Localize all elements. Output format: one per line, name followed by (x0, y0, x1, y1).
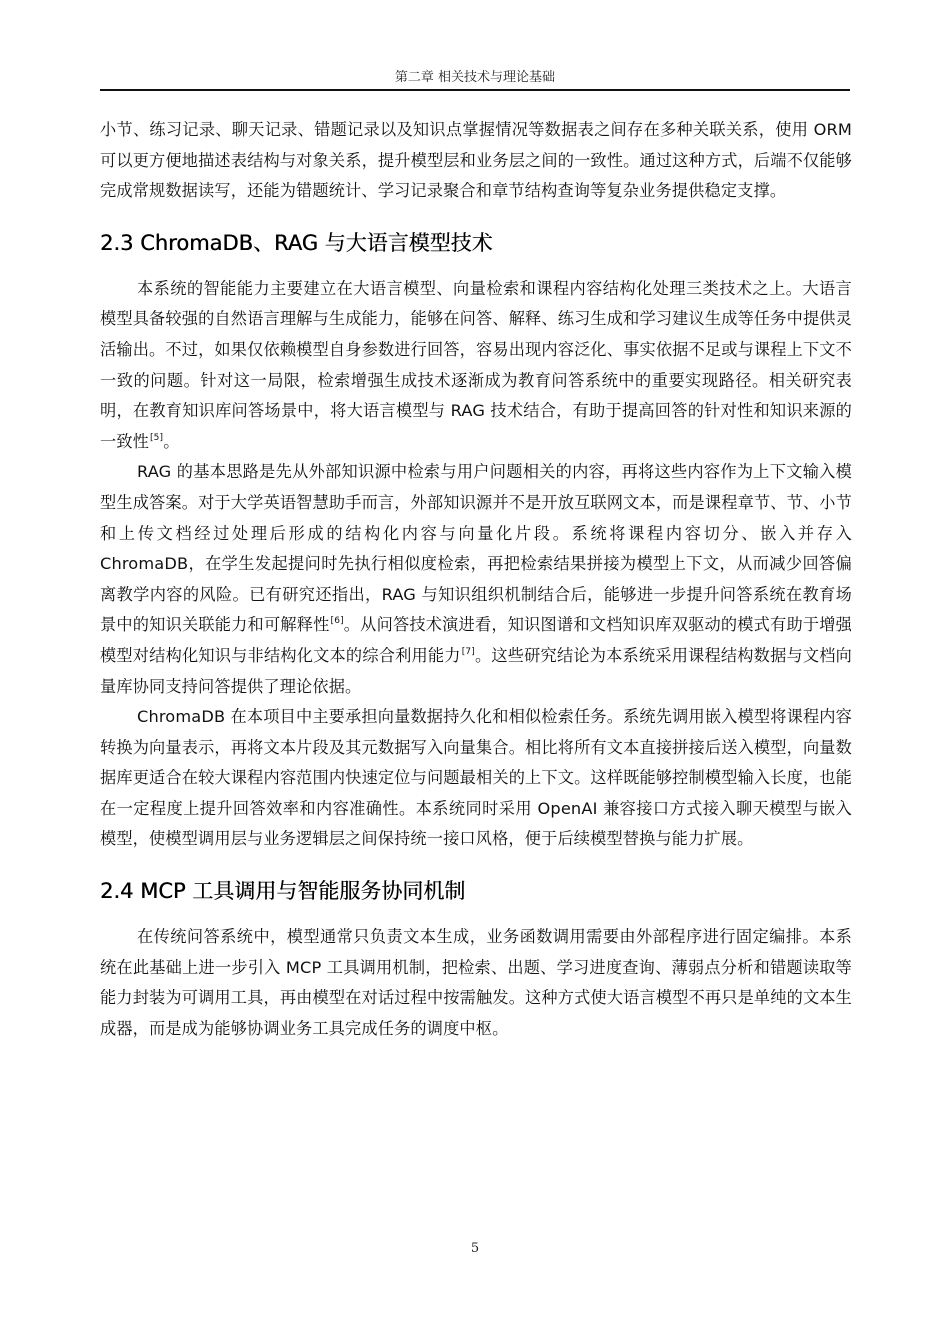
citation-ref-7: [7] (461, 646, 475, 657)
body-text (100, 115, 852, 1044)
paragraph-end: 。 (163, 431, 180, 451)
paragraph-text: 。这些研究结论为本系统采用课程结构数据与文档向量库协同支持问答提供了理论依据。 (100, 645, 852, 696)
paragraph-2-3-3: ChromaDB 在本项目中主要承担向量数据持久化和相似检索任务。系统先调用嵌入模型将课程内容转换为向量表示，再将文本片段及其元数据写入向量集合。相比将所有文本直接拼接后送入模型，向量数据库更适合在较大课程内容范围内快速定位与问题最相关的上下文。这样既能够控制模型输入长度，也能在一定程度上提升回答效率和内容准确性。本系统同时采用 OpenAI 兼容接口方式接入聊天模型与嵌入模型，使模型调用层与业务逻辑层之间保持统一接口风格，便于后续模型替换与能力扩展。 (100, 707, 852, 849)
running-header: 第二章 相关技术与理论基础 (394, 70, 556, 85)
section-heading-2-3: 2.3 ChromaDB、RAG 与大语言模型技术 (100, 230, 493, 255)
paragraph-2-3-2 (100, 457, 852, 702)
paragraph-text: 本系统的智能能力主要建立在大语言模型、向量检索和课程内容结构化处理三类技术之上。大语言模型具备较强的自然语言理解与生成能力，能够在问答、解释、练习生成和学习建议生成等任务中提供灵活输出。不过，如果仅依赖模型自身参数进行回答，容易出现内容泛化、事实依据不足或与课程上下文不一致的问题。针对这一局限，检索增强生成技术逐渐成为教育问答系统中的重要实现路径。相关研究表明，在教育知识库问答场景中，将大语言模型与 RAG 技术结合，有助于提高回答的针对性和知识来源的一致性 (100, 278, 852, 451)
section-heading-2-4: 2.4 MCP 工具调用与智能服务协同机制 (100, 879, 466, 904)
paragraph-2-4-1: 在传统问答系统中，模型通常只负责文本生成，业务函数调用需要由外部程序进行固定编排。本系统在此基础上进一步引入 MCP 工具调用机制，把检索、出题、学习进度查询、薄弱点分析和错题读取等能力封装为可调用工具，再由模型在对话过程中按需触发。这种方式使大语言模型不再只是单纯的文本生成器，而是成为能够协调业务工具完成任务的调度中枢。 (100, 927, 852, 1038)
page-number: 5 (470, 1241, 480, 1256)
paragraph-intro: 小节、练习记录、聊天记录、错题记录以及知识点掌握情况等数据表之间存在多种关联关系，使用 ORM 可以更方便地描述表结构与对象关系，提升模型层和业务层之间的一致性。通过这种方式，后端不仅能够完成常规数据读写，还能为错题统计、学习记录聚合和章节结构查询等复杂业务提供稳定支撑。 (100, 120, 852, 201)
citation-ref-5: [5] (150, 432, 164, 443)
paragraph-text: 。从问答技术演进看，知识图谱和文档知识库双驱动的模式有助于增强模型对结构化知识与非结构化文本的综合利用能力 (100, 615, 852, 665)
header-rule (100, 89, 850, 91)
citation-ref-6: [6] (330, 616, 344, 627)
paragraph-2-3-1 (100, 274, 852, 458)
paragraph-text: RAG 的基本思路是先从外部知识源中检索与用户问题相关的内容，再将这些内容作为上下文输入模型生成答案。对于大学英语智慧助手而言，外部知识源并不是开放互联网文本，而是课程章节、节、小节和上传文档经过处理后形成的结构化内容与向量化片段。系统将课程内容切分、嵌入并存入 ChromaDB，在学生发起提问时先执行相似度检索，再把检索结果拼接为模型上下文，从而减少回答偏离教学内容的风险。已有研究还指出，RAG 与知识组织机制结合后，能够进一步提升问答系统在教育场景中的知识关联能力和可解释性 (100, 462, 852, 635)
